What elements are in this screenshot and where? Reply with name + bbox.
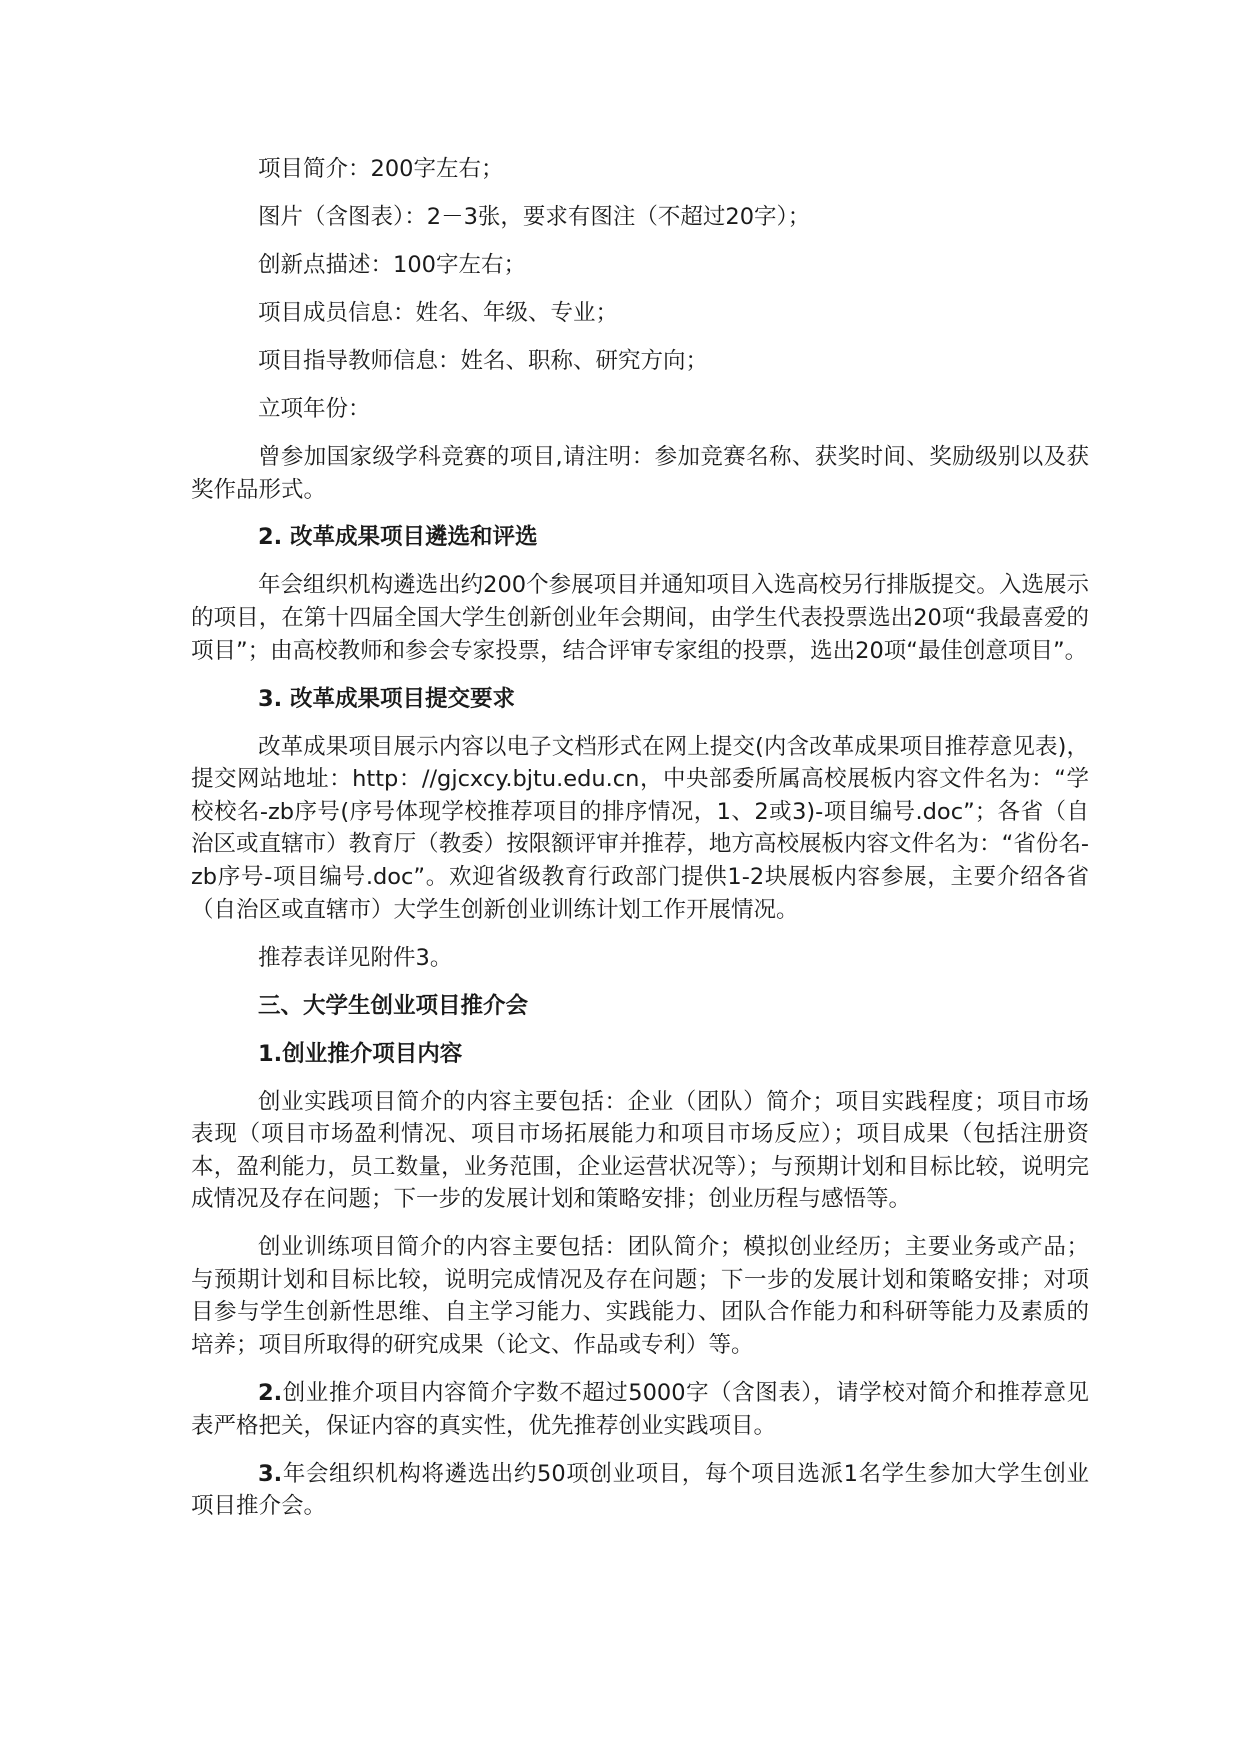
- part3-sub3: [191, 1458, 1089, 1523]
- section3-body: 改革成果项目展示内容以电子文档形式在网上提交(内含改革成果项目推荐意见表)，提交网站地址：http：//gjcxcy.bjtu.edu.cn，中央部委所属高校展板内容文件名为：“学校校名-zb序号(序号体现学校推荐项目的排序情况，1、2或3)-项目编号.doc”；各省（自治区或直辖市）教育厅（教委）按限额评审并推荐，地方高校展板内容文件名为：“省份名-zb序号-项目编号.doc”。欢迎省级教育行政部门提供1-2块展板内容参展，主要介绍各省（自治区或直辖市）大学生创新创业训练计划工作开展情况。: [191, 733, 1089, 923]
- part3-sub1-para2: 创业训练项目简介的内容主要包括：团队简介；模拟创业经历；主要业务或产品；与预期计划和目标比较，说明完成情况及存在问题；下一步的发展计划和策略安排；对项目参与学生创新性思维、自主学习能力、实践能力、团队合作能力和科研等能力及素质的培养；项目所取得的研究成果（论文、作品或专利）等。: [191, 1234, 1089, 1359]
- item-images: 图片（含图表）：2－3张，要求有图注（不超过20字）；: [258, 203, 811, 230]
- item-innovation: 创新点描述：100字左右；: [258, 251, 526, 278]
- section2-heading: 2. 改革成果项目遴选和评选: [258, 524, 538, 551]
- section3-heading: 3. 改革成果项目提交要求: [258, 685, 516, 712]
- sub2-text: 创业推介项目内容简介字数不超过5000字（含图表），请学校对简介和推荐意见表严格把关，保证内容的真实性，优先推荐创业实践项目。: [191, 1380, 1089, 1439]
- part3-heading: 三、大学生创业项目推介会: [258, 992, 529, 1019]
- part3-sub1-heading: 1.创业推介项目内容: [258, 1040, 463, 1067]
- item-intro: 项目简介：200字左右；: [258, 156, 504, 182]
- sub3-text: 年会组织机构将遴选出约50项创业项目，每个项目选派1名学生参加大学生创业项目推介会。: [191, 1460, 1089, 1520]
- item-competition: 曾参加国家级学科竞赛的项目,请注明：参加竞赛名称、获奖时间、奖励级别以及获奖作品形式。: [191, 443, 1089, 503]
- item-advisor: 项目指导教师信息：姓名、职称、研究方向；: [258, 347, 709, 374]
- sub3-number: 3.: [258, 1460, 283, 1487]
- item-members: 项目成员信息：姓名、年级、专业；: [258, 299, 619, 326]
- document-page: [191, 153, 1089, 1538]
- part3-sub1-para1: 创业实践项目简介的内容主要包括：企业（团队）简介；项目实践程度；项目市场表现（项目市场盈利情况、项目市场拓展能力和项目市场反应）；项目成果（包括注册资本，盈利能力，员工数量，业务范围，企业运营状况等）；与预期计划和目标比较，说明完成情况及存在问题；下一步的发展计划和策略安排；创业历程与感悟等。: [191, 1088, 1089, 1213]
- section3-note: 推荐表详见附件3。: [258, 944, 453, 971]
- section2-body: 年会组织机构遴选出约200个参展项目并通知项目入选高校另行排版提交。入选展示的项目，在第十四届全国大学生创新创业年会期间，由学生代表投票选出20项“我最喜爱的项目”；由高校教师和参会专家投票，结合评审专家组的投票，选出20项“最佳创意项目”。: [191, 572, 1089, 664]
- item-year: 立项年份：: [258, 395, 371, 422]
- part3-sub2: [191, 1377, 1089, 1442]
- sub2-number: 2.: [258, 1380, 283, 1407]
